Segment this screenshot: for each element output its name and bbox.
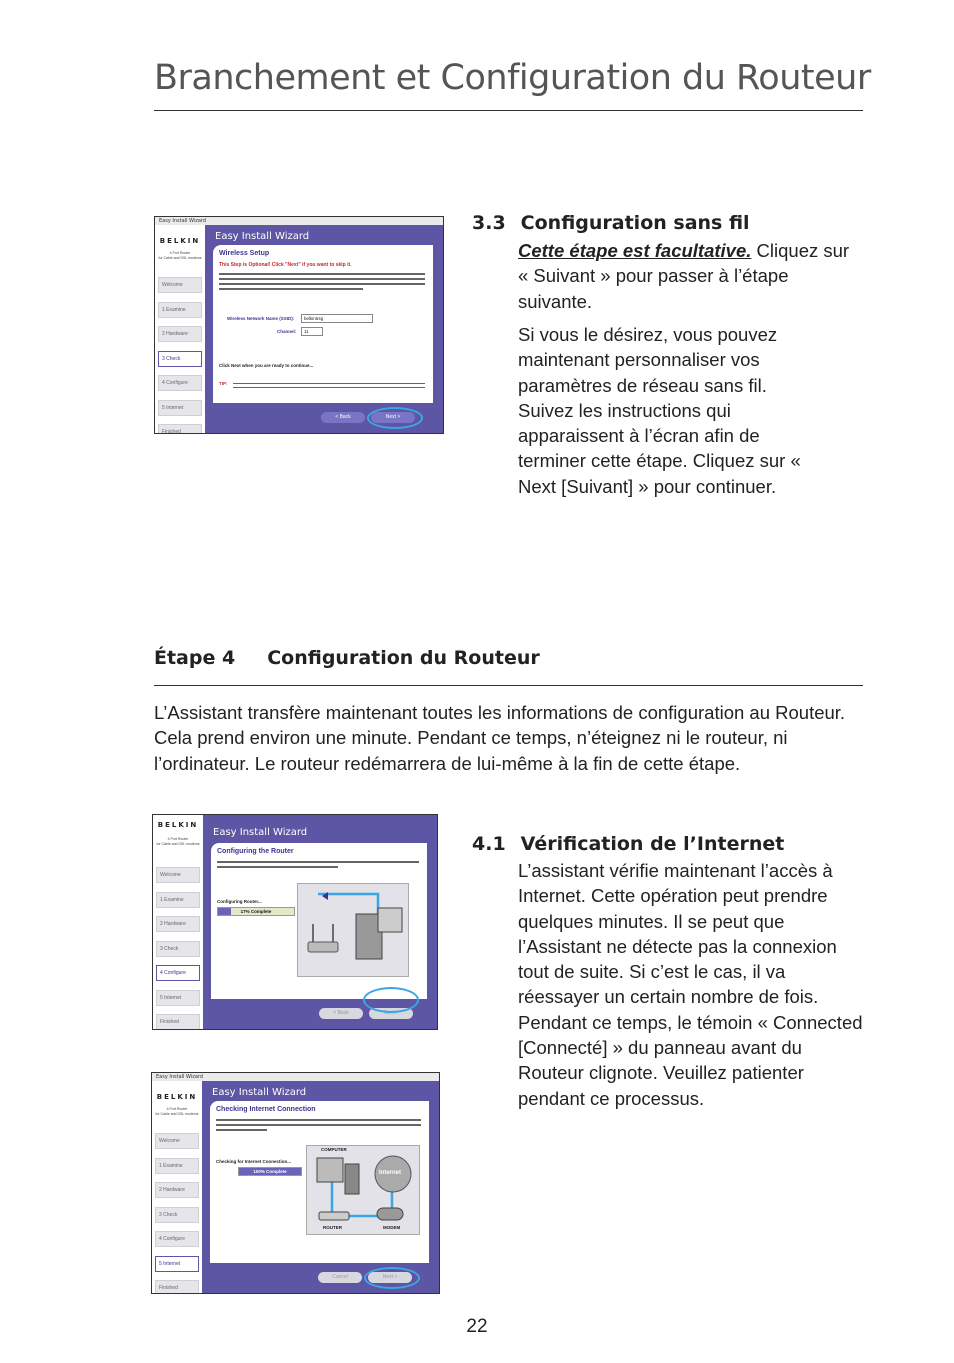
next-highlight-circle <box>364 1267 420 1289</box>
tip-label: TIP: <box>219 381 228 386</box>
step-examine: 1 Examine <box>156 892 200 908</box>
panel-title: Checking Internet Connection <box>216 1106 316 1113</box>
network-illustration <box>306 1145 420 1235</box>
wizard-content <box>213 245 433 403</box>
belkin-logo: BELKIN <box>159 237 201 245</box>
step-configure: 4 Configure <box>156 965 200 981</box>
wizard-title: Easy Install Wizard <box>213 827 308 838</box>
wizard-content <box>210 1101 429 1263</box>
progress-bar: 100% Complete <box>238 1167 302 1176</box>
step-welcome: Welcome <box>155 1133 199 1149</box>
progress-label: Configuring Router... <box>217 899 262 904</box>
panel-title: Configuring the Router <box>217 848 294 855</box>
next-button[interactable]: Next > <box>368 1272 412 1283</box>
wizard-steps <box>158 277 202 434</box>
ssid-label: Wireless Network Name (SSID): <box>227 316 295 321</box>
step-finished: Finished <box>158 424 202 434</box>
modem-label: MODEM <box>383 1225 401 1230</box>
progress-label: Checking for Internet Connection... <box>216 1159 292 1164</box>
progress-bar: 17% Complete <box>217 907 295 916</box>
product-name: 4 Port Router for Cable and DSL modems <box>158 251 202 260</box>
continue-text: Click Next when you are ready to continue... <box>219 363 314 368</box>
panel-title: Wireless Setup <box>219 250 270 257</box>
optional-note: Cette étape est facultative. <box>518 240 752 261</box>
wireless-setup-screenshot <box>154 216 444 434</box>
step-check: 3 Check <box>158 351 202 367</box>
step-welcome: Welcome <box>156 867 200 883</box>
next-highlight-circle <box>363 987 419 1013</box>
configuring-router-screenshot <box>152 814 438 1030</box>
step-configure: 4 Configure <box>155 1231 199 1247</box>
router-label: ROUTER <box>323 1225 342 1230</box>
step-internet: 5 Internet <box>156 990 200 1006</box>
cancel-button[interactable]: Cancel <box>318 1272 362 1283</box>
router-computer-illustration <box>297 883 409 977</box>
back-button[interactable]: < Back <box>321 412 365 423</box>
window-titlebar: Easy Install Wizard <box>155 217 443 225</box>
page-title: Branchement et Configuration du Routeur <box>154 58 871 98</box>
wizard-content <box>211 843 427 999</box>
description-lines <box>216 1119 421 1134</box>
belkin-logo: BELKIN <box>157 821 199 829</box>
channel-select[interactable]: 11 <box>301 327 323 336</box>
section-4-1-text: L’assistant vérifie maintenant l’accès à Internet. Cette opération peut prendre quelques minutes. Il se peut que l’Assistant ne détecte pas la connexion tout de suite. Si c’est le cas, il va réessayer un certain nombre de fois. Pendant ce temps, le témoin « Connected [Connecté] » du panneau avant du Routeur clignote. Veuillez patienter pendant ce processus. <box>518 860 863 1109</box>
ssid-input[interactable]: belkin54g <box>301 314 373 323</box>
wizard-sidebar <box>155 225 205 433</box>
step-hardware: 2 Hardware <box>158 326 202 342</box>
wizard-title: Easy Install Wizard <box>212 1087 307 1098</box>
section-3-3-para1: Cette étape est facultative. Cliquez sur « Suivant » pour passer à l’étape suivante. <box>518 240 850 312</box>
step-check: 3 Check <box>155 1207 199 1223</box>
wizard-buttons <box>211 1005 427 1023</box>
wizard-steps <box>155 1133 199 1294</box>
window-titlebar: Easy Install Wizard <box>152 1073 439 1081</box>
step-examine: 1 Examine <box>155 1158 199 1174</box>
description-lines <box>219 273 425 293</box>
section-4-1-heading: 4.1 Vérification de l’Internet <box>472 833 785 855</box>
section-3-3-para2: Si vous le désirez, vous pouvez maintenant personnaliser vos paramètres de réseau sans fil. Suivez les instructions qui apparaissent à l’écran afin de terminer cette étape. Cliquez sur « Next [Suivant] » pour continuer. <box>518 324 801 497</box>
step-finished: Finished <box>155 1280 199 1294</box>
checking-internet-screenshot <box>151 1072 440 1294</box>
header-rule <box>154 110 863 111</box>
step-hardware: 2 Hardware <box>155 1182 199 1198</box>
step-4-rule <box>154 685 863 686</box>
step-internet: 5 Internet <box>158 400 202 416</box>
internet-label: Internet <box>379 1170 402 1176</box>
step-4-heading: Étape 4 Configuration du Routeur <box>154 647 540 669</box>
belkin-logo: BELKIN <box>156 1093 198 1101</box>
next-button[interactable]: Next > <box>369 1008 413 1019</box>
computer-label: COMPUTER <box>321 1147 347 1152</box>
wizard-title: Easy Install Wizard <box>215 231 310 242</box>
channel-label: Channel: <box>277 329 297 334</box>
step-examine: 1 Examine <box>158 302 202 318</box>
step-check: 3 Check <box>156 941 200 957</box>
next-button[interactable]: Next > <box>371 412 415 423</box>
step-internet: 5 Internet <box>155 1256 199 1272</box>
step-welcome: Welcome <box>158 277 202 293</box>
tip-lines <box>233 383 425 391</box>
section-3-3-heading: 3.3 Configuration sans fil <box>472 212 750 234</box>
wizard-buttons <box>213 409 433 427</box>
step-configure: 4 Configure <box>158 375 202 391</box>
product-name: 4 Port Router for Cable and DSL modems <box>155 1107 199 1116</box>
wizard-sidebar <box>152 1081 202 1293</box>
description-lines <box>217 861 419 871</box>
optional-notice: This Step is Optional! Click "Next" if you want to skip it. <box>219 262 352 268</box>
wizard-sidebar <box>153 815 203 1029</box>
wizard-steps <box>156 867 200 1030</box>
product-name: 4 Port Router for Cable and DSL modems <box>156 837 200 846</box>
page-number: 22 <box>466 1316 488 1337</box>
step-finished: Finished <box>156 1014 200 1030</box>
step-hardware: 2 Hardware <box>156 916 200 932</box>
step-4-intro: L’Assistant transfère maintenant toutes les informations de configuration au Routeur. Cela prend environ une minute. Pendant ce temps, n’éteignez ni le routeur, ni l’ordinateur. Le routeur redémarrera de lui-même à la fin de cette étape. <box>154 702 846 774</box>
back-button[interactable]: < Back <box>319 1008 363 1019</box>
wizard-buttons <box>210 1269 429 1287</box>
next-highlight-circle <box>367 407 423 429</box>
